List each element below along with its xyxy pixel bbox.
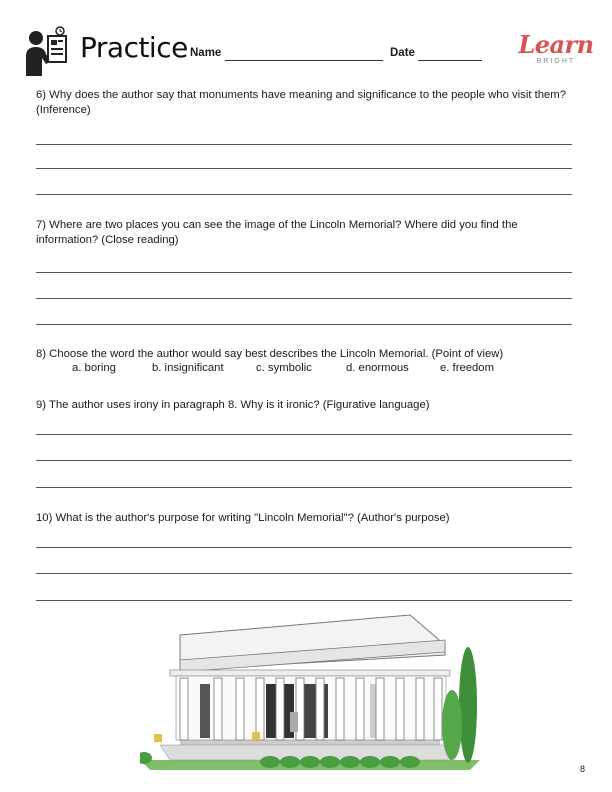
answer-line[interactable] xyxy=(36,487,572,488)
question-10: 10) What is the author's purpose for writing "Lincoln Memorial"? (Author's purpose) xyxy=(36,512,450,524)
answer-line[interactable] xyxy=(36,460,572,461)
lincoln-memorial-illustration xyxy=(140,600,480,780)
page-title: Practice xyxy=(80,31,188,64)
choice-d[interactable]: d. enormous xyxy=(346,362,409,374)
logo-subtitle: BRIGHT xyxy=(536,58,576,65)
person-worksheet-icon xyxy=(24,26,72,78)
answer-line[interactable] xyxy=(36,547,572,548)
choice-b[interactable]: b. insignificant xyxy=(152,362,224,374)
answer-line[interactable] xyxy=(36,573,572,574)
logo-word: Learn xyxy=(518,30,594,59)
date-field[interactable] xyxy=(418,60,482,61)
choice-e[interactable]: e. freedom xyxy=(440,362,495,374)
page-header xyxy=(0,0,612,80)
question-6: 6) Why does the author say that monuments have meaning and significance to the people who visit them? (Inference) xyxy=(36,89,567,116)
question-9: 9) The author uses irony in paragraph 8. Why is it ironic? (Figurative language) xyxy=(36,399,430,411)
name-label: Name xyxy=(190,47,222,59)
answer-line[interactable] xyxy=(36,298,572,299)
question-8: 8) Choose the word the author would say best describes the Lincoln Memorial. (Point of view) xyxy=(36,348,504,360)
answer-line[interactable] xyxy=(36,144,572,145)
answer-line[interactable] xyxy=(36,194,572,195)
answer-line[interactable] xyxy=(36,272,572,273)
answer-line[interactable] xyxy=(36,324,572,325)
date-label: Date xyxy=(390,47,415,59)
name-field[interactable] xyxy=(225,60,383,61)
choice-c[interactable]: c. symbolic xyxy=(256,362,312,374)
learn-bright-logo xyxy=(518,30,594,70)
question-7: 7) Where are two places you can see the image of the Lincoln Memorial? Where did you find the information? (Close reading) xyxy=(36,219,518,246)
choice-a[interactable]: a. boring xyxy=(72,362,116,374)
page-number: 8 xyxy=(580,764,586,774)
answer-line[interactable] xyxy=(36,434,572,435)
answer-line[interactable] xyxy=(36,168,572,169)
